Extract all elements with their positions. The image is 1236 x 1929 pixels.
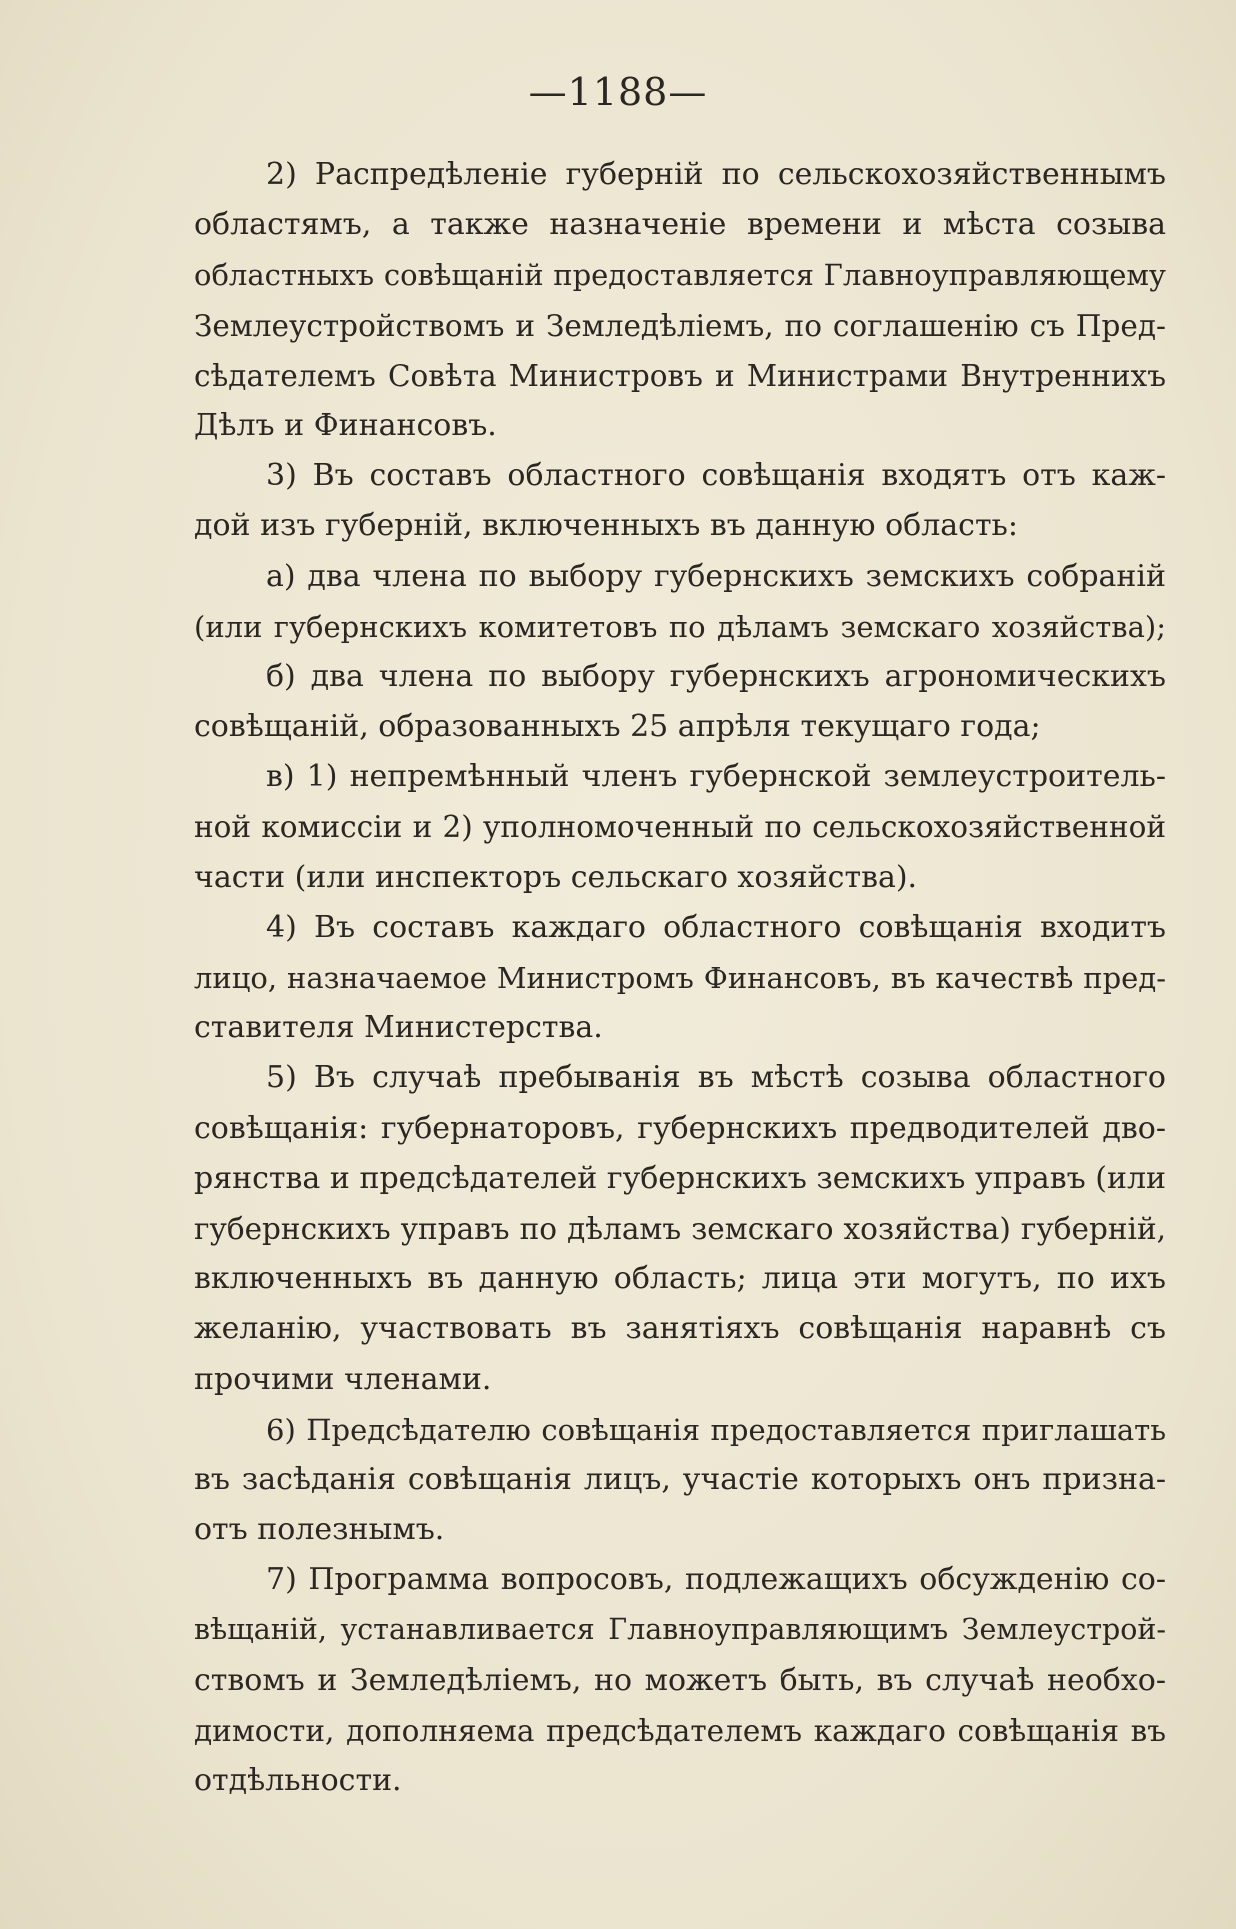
text-line: 2) Распредѣленіе губерній по сельскохозяйственнымъ — [266, 157, 1166, 192]
body-text — [194, 150, 1166, 1806]
text-line: 4) Въ составъ каждаго областного совѣщанія входитъ — [266, 909, 1166, 945]
text-line: димости, дополняема предсѣдателемъ каждаго совѣщанія въ — [194, 1713, 1166, 1748]
page-number: —1188— — [528, 70, 708, 114]
text-line: а) два члена по выбору губернскихъ земскихъ собраній — [266, 558, 1166, 594]
text-line: 3) Въ составъ областного совѣщанія входятъ отъ каж- — [266, 458, 1166, 494]
text-line: включенныхъ въ данную область; лица эти могутъ, по ихъ — [194, 1261, 1166, 1297]
text-line: 5) Въ случаѣ пребыванія въ мѣстѣ созыва областного — [266, 1060, 1166, 1096]
text-line: областныхъ совѣщаній предоставляется Главноуправляющему — [194, 258, 1166, 293]
text-line: в) 1) непремѣнный членъ губернской землеустроитель- — [266, 759, 1166, 795]
text-line: совѣщаній, образованныхъ 25 апрѣля текущаго года; — [194, 709, 1041, 745]
text-line: б) два члена по выбору губернскихъ агрономическихъ — [266, 658, 1166, 694]
text-line: части (или инспекторъ сельскаго хозяйства). — [194, 859, 918, 895]
text-line: областямъ, а также назначеніе времени и мѣста созыва — [194, 207, 1166, 243]
text-line: (или губернскихъ комитетовъ по дѣламъ земскаго хозяйства); — [194, 609, 1166, 644]
text-line: 7) Программа вопросовъ, подлежащихъ обсужденію со- — [266, 1562, 1166, 1598]
text-line: лицо, назначаемое Министромъ Финансовъ, въ качествѣ пред- — [194, 961, 1166, 995]
text-line: вѣщаній, устанавливается Главноуправляющимъ Землеустрой- — [194, 1613, 1166, 1647]
text-line: рянства и предсѣдателей губернскихъ земскихъ управъ (или — [194, 1160, 1166, 1196]
text-line: отдѣльности. — [194, 1763, 402, 1798]
text-line: совѣщанія: губернаторовъ, губернскихъ предводителей дво- — [194, 1110, 1166, 1146]
text-line: Землеустройствомъ и Земледѣліемъ, по соглашенію съ Пред- — [194, 308, 1166, 343]
text-line: въ засѣданія совѣщанія лицъ, участіе которыхъ онъ призна- — [194, 1461, 1166, 1497]
text-line: ной комиссіи и 2) уполномоченный по сельскохозяйственной — [194, 810, 1166, 845]
text-line: Дѣлъ и Финансовъ. — [194, 407, 497, 443]
text-line: желанію, участвовать въ занятіяхъ совѣщанія наравнѣ съ — [194, 1311, 1166, 1347]
text-line: ствомъ и Земледѣліемъ, но можетъ быть, въ случаѣ необхо- — [194, 1662, 1166, 1698]
text-line: прочими членами. — [194, 1361, 492, 1397]
text-line: сѣдателемъ Совѣта Министровъ и Министрами Внутреннихъ — [194, 358, 1166, 393]
text-line: 6) Предсѣдателю совѣщанія предоставляется приглашать — [266, 1412, 1166, 1447]
text-line: дой изъ губерній, включенныхъ въ данную область: — [194, 508, 1018, 544]
text-line: отъ полезнымъ. — [194, 1512, 445, 1548]
text-line: губернскихъ управъ по дѣламъ земскаго хозяйства) губерній, — [194, 1211, 1166, 1246]
text-line: ставителя Министерства. — [194, 1010, 603, 1046]
